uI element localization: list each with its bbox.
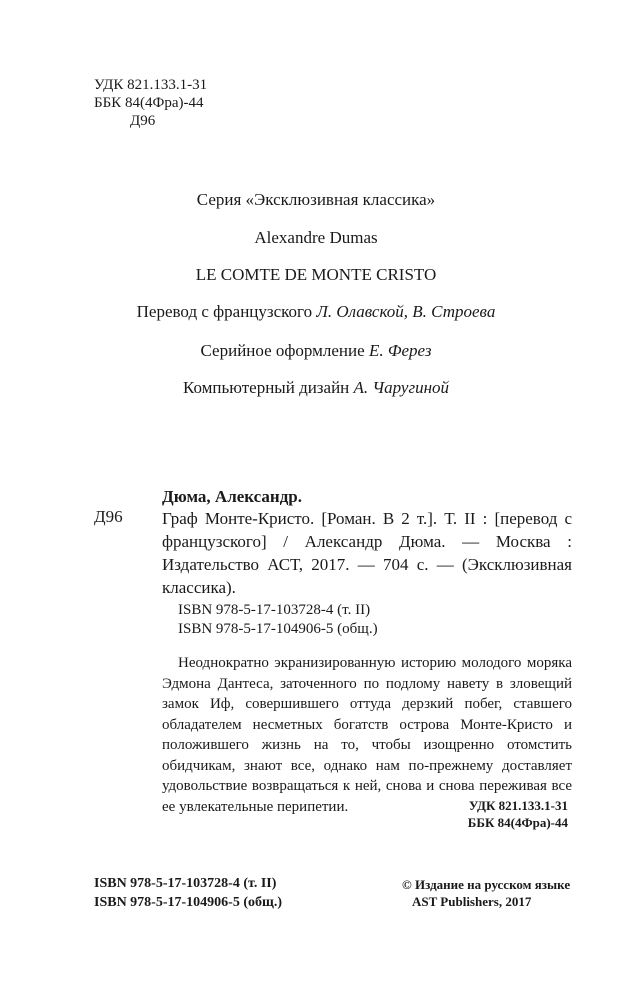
series-line: Серия «Эксклюзивная классика»	[196, 190, 436, 209]
isbn-volume: ISBN 978-5-17-103728-4 (т. II)	[178, 602, 371, 618]
copyright-notice: © Издание на русском языке	[402, 877, 571, 892]
copyright-block	[402, 876, 570, 910]
catalog-isbn-list	[178, 601, 378, 639]
author-mark-code: Д96	[130, 113, 156, 129]
original-title: LE COMTE DE MONTE CRISTO	[195, 265, 437, 284]
annotation: Неоднократно экранизированную историю молодого моряка Эдмона Дантеса, заточенного по подлому навету в зловещий замок Иф, совершившего оттуда дерзкий побег, ставшего обладателем несметных богатств острова Монте-Кристо и положившего жизнь на то, чтобы изощренно отомстить обидчикам, знают все, однако нам по-прежнему доставляет удовольствие возвращаться к ней, снова и снова переживая все ее увлекательные перипетии.	[162, 655, 572, 815]
computer-designer: А. Чаругиной	[353, 378, 450, 397]
footer-isbn-set: ISBN 978-5-17-104906-5 (общ.)	[94, 895, 282, 910]
designer: Е. Ферез	[368, 341, 432, 360]
classification-codes-header	[94, 76, 207, 130]
publisher-line: AST Publishers, 2017	[412, 894, 532, 909]
footer-isbn-volume: ISBN 978-5-17-103728-4 (т. II)	[94, 876, 277, 891]
series-design-credit	[0, 341, 632, 361]
catalog-codes-right	[468, 797, 568, 831]
translation-label: Перевод с французского	[136, 302, 317, 321]
translators: Л. Олавской, В. Строева	[316, 302, 496, 321]
catalog-author: Дюма, Александр.	[162, 487, 303, 506]
udk-code-right: УДК 821.133.1-31	[468, 798, 568, 813]
footer-isbn-list	[94, 874, 282, 912]
bbk-code: ББК 84(4Фра)-44	[94, 95, 204, 111]
computer-design-credit	[0, 378, 632, 398]
udk-code: УДК 821.133.1-31	[94, 77, 208, 93]
original-author: Alexandre Dumas	[254, 228, 378, 247]
bbk-code-right: ББК 84(4Фра)-44	[467, 815, 568, 830]
isbn-set: ISBN 978-5-17-104906-5 (общ.)	[178, 621, 378, 637]
catalog-code: Д96	[94, 507, 123, 526]
design-label: Серийное оформление	[200, 341, 369, 360]
computer-design-label: Компьютерный дизайн	[182, 378, 354, 397]
translation-credit	[0, 302, 632, 322]
catalog-description: Граф Монте-Кристо. [Роман. В 2 т.]. Т. II : [перевод с французского] / Александр Дюма. — Москва : Издательство АСТ, 2017. — 704 с. — (Эксклюзивная классика).	[162, 509, 572, 597]
